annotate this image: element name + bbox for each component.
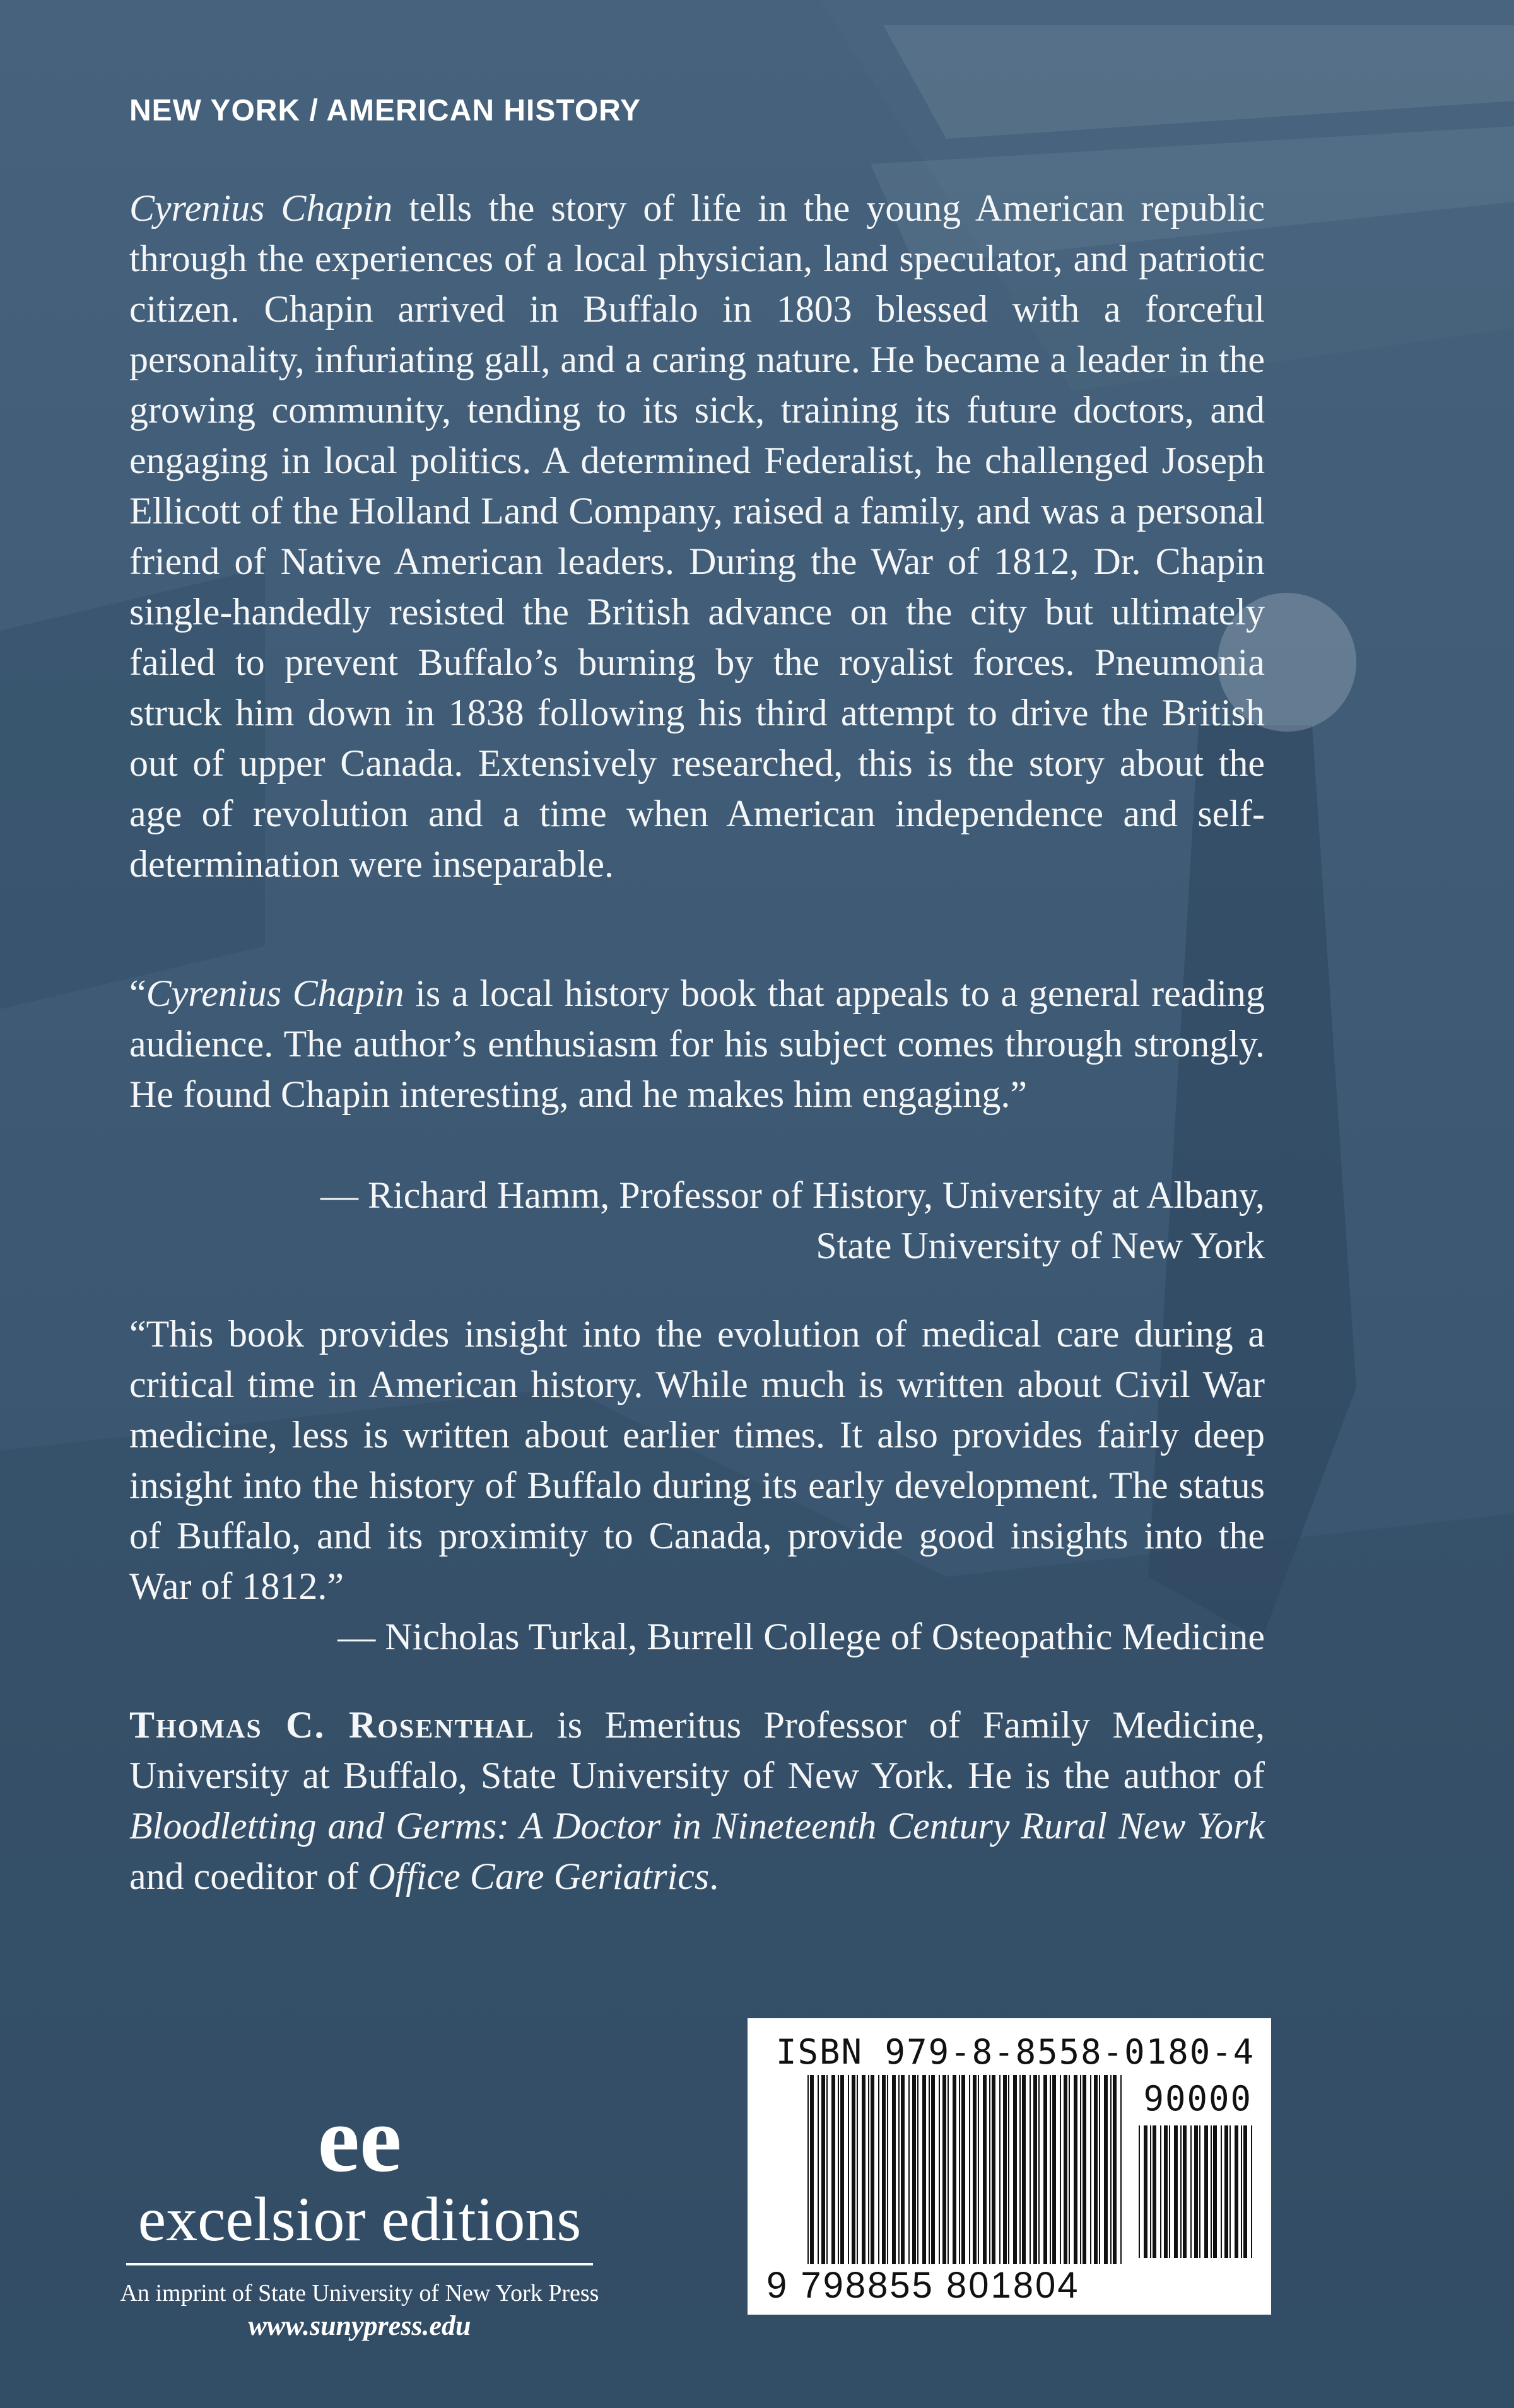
barcode-bar [1104, 2075, 1108, 2264]
barcode-bar [999, 2075, 1001, 2264]
barcode-bar [1043, 2075, 1047, 2264]
barcode-bar [973, 2075, 977, 2264]
barcode-bar [961, 2075, 965, 2264]
barcode-bar [821, 2075, 825, 2264]
publisher-url: www.sunypress.edu [248, 2310, 471, 2341]
barcode-bar [931, 2075, 935, 2264]
barcode-bar [1139, 2125, 1140, 2258]
barcode-bar [807, 2075, 809, 2264]
barcode-bar [818, 2075, 819, 2264]
barcode-bar [1080, 2075, 1081, 2264]
barcode-bar [1022, 2075, 1026, 2264]
barcode-bar [868, 2075, 869, 2264]
barcode-bar [826, 2075, 828, 2264]
barcode-bar [1224, 2125, 1228, 2258]
bio-text-1: is Emeritus Professor of Family Medicine, University at Buffalo, State University of New York. He is the author of [129, 1704, 1265, 1796]
barcode-bar [878, 2075, 879, 2264]
isbn-barcode [748, 2018, 1271, 2315]
barcode-bar [1144, 2125, 1147, 2258]
barcode-bar [1169, 2125, 1170, 2258]
excelsior-editions-logo-icon [284, 2100, 435, 2182]
barcode-bar [1113, 2075, 1117, 2264]
barcode-bar [1160, 2125, 1161, 2258]
barcode-bar [922, 2075, 926, 2264]
barcode-bar [939, 2075, 940, 2264]
barcode-bar [887, 2075, 888, 2264]
barcode-bar [1019, 2075, 1021, 2264]
barcode-bar [1150, 2125, 1151, 2258]
barcode-bar [1221, 2125, 1222, 2258]
barcode-bar [1211, 2125, 1212, 2258]
barcode-bar [1030, 2075, 1031, 2264]
logo-mark-text: ee [317, 2100, 402, 2182]
barcode-bar [917, 2075, 918, 2264]
ean-digits: 9 798855 801804 [766, 2265, 1080, 2306]
barcode-bar [1033, 2075, 1037, 2264]
isbn-label: ISBN 979-8-8558-0180-4 [776, 2032, 1255, 2072]
barcode-bar [1090, 2075, 1091, 2264]
barcode-bar [992, 2075, 995, 2264]
price-addon-digits: 90000 [1143, 2079, 1252, 2119]
barcode-bar [852, 2075, 855, 2264]
barcode-bar [901, 2075, 905, 2264]
quote-book-title: Cyrenius Chapin [146, 973, 404, 1014]
barcode-bar [1013, 2075, 1017, 2264]
barcode-bar [1083, 2075, 1086, 2264]
barcode-bar [978, 2075, 979, 2264]
book-title: Cyrenius Chapin [129, 187, 393, 229]
barcode-bar [1099, 2075, 1100, 2264]
barcode-bar [912, 2075, 916, 2264]
publisher-imprint: An imprint of State University of New York Press [120, 2280, 599, 2306]
barcode-bar [862, 2075, 866, 2264]
barcode-bar [1183, 2125, 1187, 2258]
barcode-bar [848, 2075, 849, 2264]
barcode-bar [840, 2075, 844, 2264]
barcode-bar [1190, 2125, 1192, 2258]
barcode-bar [1243, 2125, 1247, 2258]
quote-2-attribution: — Nicholas Turkal, Burrell College of Osteopathic Medicine [337, 1616, 1265, 1657]
barcode-bar [1003, 2075, 1007, 2264]
barcode-bar [1235, 2125, 1238, 2258]
barcode-bar [1038, 2075, 1040, 2264]
barcode-bar [831, 2075, 835, 2264]
barcode-bar [983, 2075, 987, 2264]
barcode-bar [810, 2075, 814, 2264]
barcode-bar [942, 2075, 946, 2264]
barcode-bar [857, 2075, 858, 2264]
ean-barcode-bars [807, 2075, 1123, 2264]
barcode-bar [1069, 2075, 1070, 2264]
barcode-bar [1194, 2125, 1198, 2258]
barcode-bar [1120, 2075, 1122, 2264]
barcode-bar [908, 2075, 910, 2264]
barcode-bar [1110, 2075, 1112, 2264]
barcode-bar [1213, 2125, 1217, 2258]
barcode-bar [948, 2075, 949, 2264]
barcode-bar [1094, 2075, 1098, 2264]
barcode-bar [1180, 2125, 1182, 2258]
description-text: tells the story of life in the young American republic through the experiences of a local physician, land speculator, and patriotic citizen. Chapin arrived in Buffalo in 1803 blessed with a forceful personality, infuriating gall, and a caring nature. He became a leader in the growing community, tending to its sick, training its future doctors, and engaging in local politics. A determined Federalist, he challenged Joseph Ellicott of the Holland Land Company, raised a family, and was a personal friend of Native American leaders. During the War of 1812, Dr. Chapin single-handedly resisted the British advance on the city but ultimately failed to prevent Buffalo’s burning by the royalist forces. Pneumonia struck him down in 1838 following his third attempt to drive the British out of upper Canada. Extensively researched, this is the story about the age of revolution and a time when American independence and self-determination were inseparable. [129, 187, 1265, 885]
barcode-bar [989, 2075, 990, 2264]
barcode-bar [1174, 2125, 1178, 2258]
barcode-bar [1050, 2075, 1051, 2264]
addon-barcode-bars [1139, 2125, 1252, 2258]
review-quote-2: “This book provides insight into the evolution of medical care during a critical time in American history. While much is written about Civil War medicine, less is written about earlier times. It also provides fairly deep insight into the history of Buffalo during its early development. The status of Buffalo, and its proximity to Canada, provide good insights into the War of 1812.” [129, 1313, 1265, 1607]
author-bio [129, 1700, 1265, 1902]
barcode-bar [898, 2075, 900, 2264]
barcode-bar [1052, 2075, 1056, 2264]
publisher-block [120, 2100, 599, 2344]
category-label: NEW YORK / AMERICAN HISTORY [129, 94, 642, 127]
author-name: Thomas C. Rosenthal [129, 1704, 535, 1746]
barcode-bar [892, 2075, 896, 2264]
quote-1-attribution [129, 1170, 1265, 1271]
barcode-bar [871, 2075, 874, 2264]
barcode-bar [1251, 2125, 1252, 2258]
barcode-bar [1199, 2125, 1200, 2258]
barcode-bar [969, 2075, 970, 2264]
review-quote-1 [129, 968, 1265, 1119]
barcode-bar [953, 2075, 956, 2264]
barcode-bar [929, 2075, 930, 2264]
barcode-bar [1204, 2125, 1208, 2258]
barcode-bar [1229, 2125, 1231, 2258]
bio-text-2: and coeditor of [129, 1856, 368, 1897]
barcode-bar [1074, 2075, 1077, 2264]
publisher-divider [126, 2263, 593, 2265]
barcode-bar [1064, 2075, 1067, 2264]
publisher-name: excelsior editions [138, 2184, 582, 2254]
quote-open-mark: “ [129, 973, 146, 1014]
quote-1-attribution-line2: State University of New York [816, 1225, 1265, 1266]
barcode-bar [1164, 2125, 1168, 2258]
barcode-bar [1241, 2125, 1242, 2258]
barcode-bar [1008, 2075, 1009, 2264]
quote-1-attribution-line1: — Richard Hamm, Professor of History, University at Albany, [320, 1174, 1265, 1216]
barcode-bar [959, 2075, 960, 2264]
bio-book-2: Office Care Geriatrics [368, 1856, 710, 1897]
barcode-bar [882, 2075, 886, 2264]
bio-book-1: Bloodletting and Germs: A Doctor in Nineteenth Century Rural New York [129, 1805, 1265, 1847]
quote-1-text: is a local history book that appeals to a general reading audience. The author’s enthusiasm for his subject comes through strongly. He found Chapin interesting, and he makes him engaging.” [129, 973, 1265, 1115]
bio-text-3: . [709, 1856, 719, 1897]
barcode-bar [1060, 2075, 1061, 2264]
book-description [129, 183, 1265, 889]
barcode-bar [838, 2075, 839, 2264]
barcode-bar [1153, 2125, 1156, 2258]
